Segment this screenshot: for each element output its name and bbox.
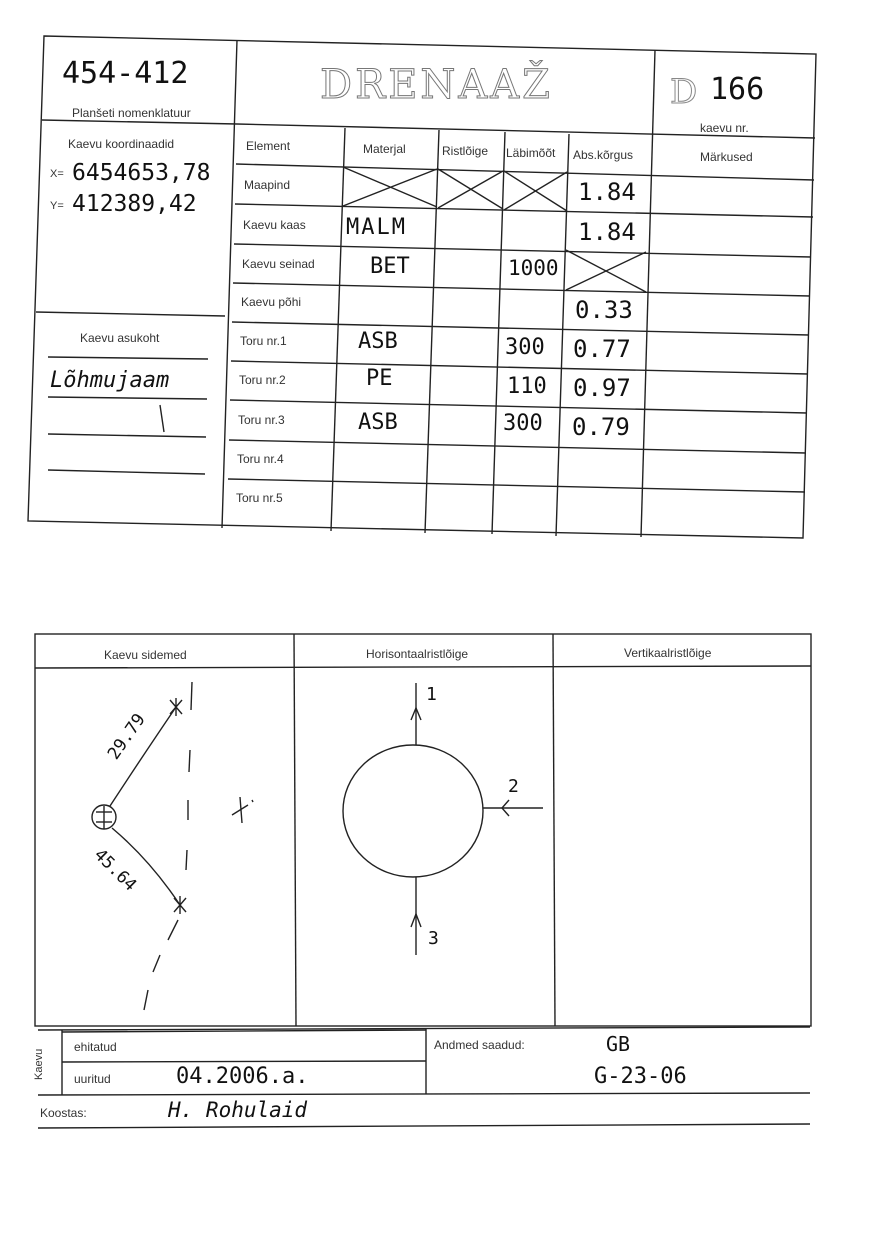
cell-material: ASB bbox=[358, 329, 398, 354]
cell-height: 0.33 bbox=[575, 296, 633, 324]
footer-received-code: G-23-06 bbox=[594, 1064, 687, 1089]
header-element: Element bbox=[246, 139, 291, 153]
row-element: Toru nr.5 bbox=[236, 491, 283, 505]
header-section: Ristlõige bbox=[442, 144, 489, 158]
footer-built-label: ehitatud bbox=[74, 1040, 117, 1054]
pipe-1-label: 1 bbox=[426, 684, 437, 705]
cell-diameter: 1000 bbox=[508, 256, 559, 280]
footer-side-label: Kaevu bbox=[33, 1048, 45, 1080]
tie-lower-distance: 45.64 bbox=[89, 845, 141, 896]
form-title: DRENAAŽ bbox=[320, 62, 553, 108]
header-remarks: Märkused bbox=[700, 150, 753, 164]
cell-height: 0.97 bbox=[573, 374, 631, 402]
nomenclature-label: Planšeti nomenklatuur bbox=[72, 106, 191, 120]
cell-material: PE bbox=[366, 366, 393, 391]
header-material: Materjal bbox=[363, 142, 406, 156]
footer-surveyed-value: 04.2006.a. bbox=[176, 1064, 309, 1089]
footer-received-initials: GB bbox=[606, 1032, 631, 1056]
coordinates-label: Kaevu koordinaadid bbox=[68, 137, 175, 151]
footer-compiled-value: H. Rohulaid bbox=[168, 1098, 308, 1122]
row-element: Toru nr.1 bbox=[240, 334, 287, 348]
cell-height: 0.77 bbox=[573, 335, 631, 363]
coord-x-value: 6454653,78 bbox=[72, 160, 211, 186]
row-element: Maapind bbox=[244, 178, 291, 192]
row-element: Kaevu põhi bbox=[241, 295, 302, 309]
coord-x-prefix: X= bbox=[50, 168, 64, 180]
nomenclature-value: 454-412 bbox=[62, 56, 189, 91]
cell-height: 1.84 bbox=[578, 218, 636, 246]
location-value: Lõhmujaam bbox=[50, 368, 170, 393]
well-number-value: 166 bbox=[710, 72, 765, 107]
footer-compiled-label: Koostas: bbox=[40, 1106, 87, 1120]
panel-ties-title: Kaevu sidemed bbox=[104, 648, 187, 662]
row-element: Kaevu seinad bbox=[242, 257, 315, 271]
pipe-3-label: 3 bbox=[428, 928, 439, 949]
cell-material: ASB bbox=[358, 410, 398, 435]
well-number-label: kaevu nr. bbox=[700, 121, 749, 135]
coord-y-value: 412389,42 bbox=[72, 191, 197, 217]
cell-material: BET bbox=[370, 254, 410, 279]
location-label: Kaevu asukoht bbox=[80, 331, 160, 345]
header-height: Abs.kõrgus bbox=[573, 148, 634, 162]
cell-diameter: 300 bbox=[505, 335, 545, 360]
footer-surveyed-label: uuritud bbox=[74, 1072, 111, 1086]
panel-horizontal-title: Horisontaalristlõige bbox=[366, 647, 469, 661]
coord-y-prefix: Y= bbox=[50, 200, 64, 212]
footer-received-label: Andmed saadud: bbox=[434, 1038, 525, 1052]
row-element: Toru nr.2 bbox=[239, 373, 286, 387]
row-element: Toru nr.4 bbox=[237, 452, 284, 466]
cell-height: 0.79 bbox=[572, 413, 630, 441]
row-element: Kaevu kaas bbox=[243, 218, 306, 232]
tie-upper-distance: 29.79 bbox=[104, 710, 150, 764]
pipe-2-label: 2 bbox=[508, 776, 519, 797]
cell-diameter: 300 bbox=[503, 411, 543, 436]
cell-material: MALM bbox=[346, 215, 407, 240]
cell-height: 1.84 bbox=[578, 178, 636, 206]
panel-vertical-title: Vertikaalristlõige bbox=[624, 646, 712, 660]
header-diameter: Läbimõõt bbox=[506, 146, 556, 160]
row-element: Toru nr.3 bbox=[238, 413, 285, 427]
well-number-prefix: D bbox=[670, 72, 698, 112]
cell-diameter: 110 bbox=[507, 374, 547, 399]
